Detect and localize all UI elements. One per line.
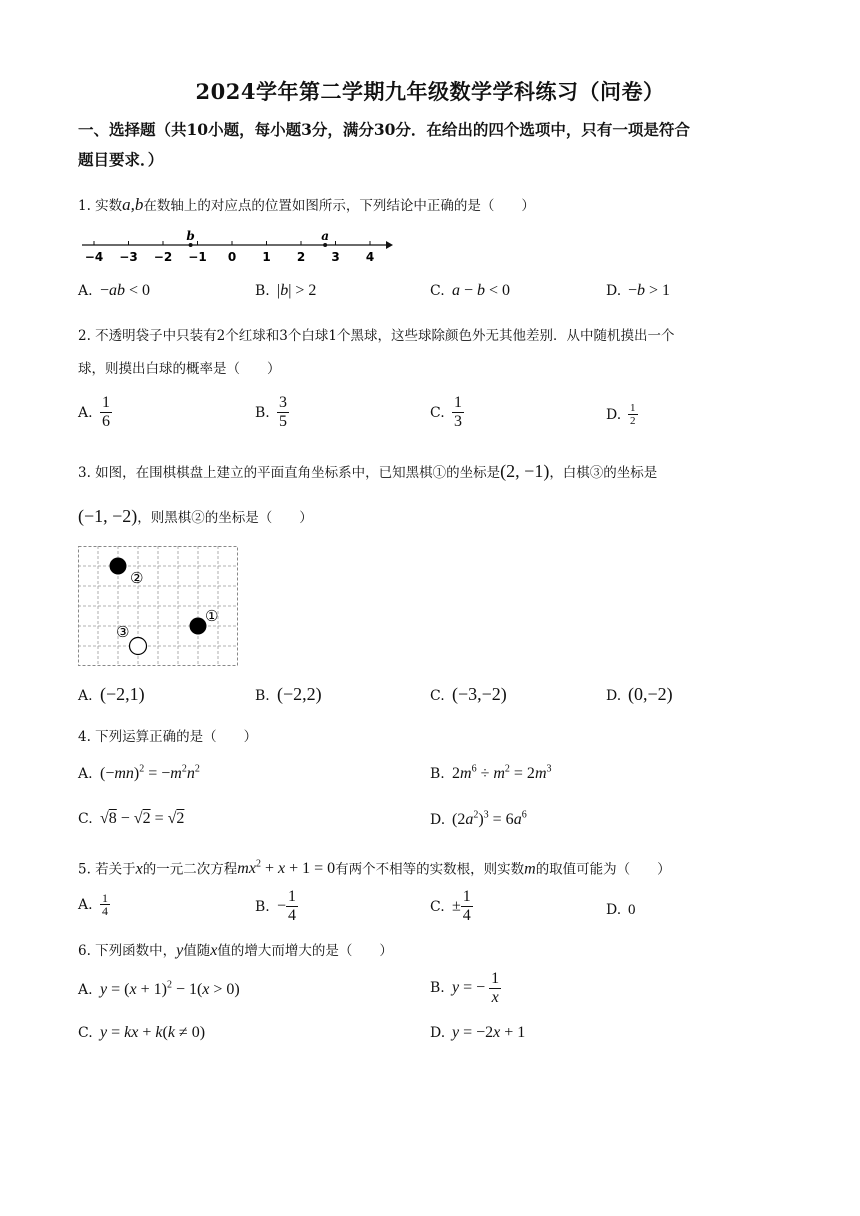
q2-line1: 2. 不透明袋子中只装有2个红球和3个白球1个黑球，这些球除颜色外无其他差别．从中随机摸出一个 xyxy=(78,328,675,344)
question-1 xyxy=(78,194,798,217)
stone-label-2: ② xyxy=(130,569,144,587)
q5-option-a[interactable]: A. $\frac{1}{4}$ xyxy=(78,891,108,918)
section-heading xyxy=(78,115,778,175)
q1-option-b[interactable]: B. |b| > 2 xyxy=(255,282,317,299)
q3-option-d[interactable]: D. (0,−2) xyxy=(606,684,673,704)
number-line-figure xyxy=(80,228,400,266)
q4-option-b[interactable]: B. $2m^6 \div m^2 = 2m^3$ xyxy=(430,764,552,783)
q2-option-d[interactable]: D. $\frac{1}{2}$ xyxy=(606,402,636,427)
go-board-figure xyxy=(78,546,240,668)
q5-option-b[interactable]: B. − $\frac{1}{4}$ xyxy=(255,888,297,924)
q1-vars: a,b xyxy=(122,195,144,214)
number-line-tick-label: 4 xyxy=(365,250,375,264)
q2-option-a[interactable]: A. $\frac{1}{6}$ xyxy=(78,394,110,430)
number-line-label-a: a xyxy=(321,229,330,243)
q6-option-c-expr: y = kx + k(k ≠ 0) xyxy=(100,1024,206,1041)
q4-option-c-expr: √8 − √2 = √2 xyxy=(100,810,185,827)
question-5: 5. 若关于x的一元二次方程$mx^2 + x + 1 = 0$有两个不相等的实数根，则实数m的取值可能为（ ） xyxy=(78,859,671,878)
q6-option-d[interactable]: D. y = −2x + 1 xyxy=(430,1024,526,1041)
section-heading-line2: 题目要求．） xyxy=(78,150,164,169)
q6-option-b-expr: y = − $\frac{1}{x}$ xyxy=(452,970,500,1006)
q1-option-a-expr: −ab < 0 xyxy=(100,282,151,299)
question-3-line1: 3. 如图，在围棋棋盘上建立的平面直角坐标系中，已知黑棋①的坐标是(2, −1)，白棋③的坐标是 xyxy=(78,461,658,481)
number-line-tick-label: 3 xyxy=(331,250,340,264)
q5-option-d[interactable]: D. 0 xyxy=(606,902,636,918)
q3-option-b[interactable]: B. (−2,2) xyxy=(255,684,322,704)
number-line-tick-label: 2 xyxy=(296,250,306,264)
number-line-tick-label: 1 xyxy=(262,250,271,264)
q6-option-b[interactable]: B. y = − $\frac{1}{x}$ xyxy=(430,970,500,1006)
number-line-point-b xyxy=(189,243,193,247)
question-3-line2: (−1, −2)，则黑棋②的坐标是（ ） xyxy=(78,506,313,526)
q1-option-d-expr: −b > 1 xyxy=(628,282,671,299)
q3-option-a[interactable]: A. (−2,1) xyxy=(78,684,145,704)
q4-option-b-expr: $2m^6 \div m^2 = 2m^3$ xyxy=(452,764,552,783)
q6-option-a[interactable]: A. $y = (x + 1)^2 - 1(x > 0)$ xyxy=(78,980,240,999)
coord-white3: (−1, −2) xyxy=(78,506,138,526)
black-stone-2 xyxy=(110,558,127,575)
number-line-arrow xyxy=(386,241,393,249)
question-6: 6. 下列函数中，y值随x值的增大而增大的是（ ） xyxy=(78,942,393,959)
stone-label-1: ① xyxy=(205,607,219,625)
q4-option-d-expr: $(2a^2)^3 = 6a^6$ xyxy=(452,810,527,829)
q1-option-c[interactable]: C. a − b < 0 xyxy=(430,282,511,299)
number-line-tick-label: −4 xyxy=(84,250,104,264)
q4-option-d[interactable]: D. $(2a^2)^3 = 6a^6$ xyxy=(430,810,527,829)
q4-option-c[interactable]: C. √8 − √2 = √2 xyxy=(78,810,185,827)
number-line-point-a xyxy=(323,243,327,247)
q2-option-b[interactable]: B. $\frac{3}{5}$ xyxy=(255,394,287,430)
coord-black1: (2, −1) xyxy=(500,461,550,481)
q1-option-d[interactable]: D. −b > 1 xyxy=(606,282,671,299)
q6-option-d-expr: y = −2x + 1 xyxy=(452,1024,526,1041)
white-stone-3 xyxy=(130,638,147,655)
q1-prefix: 1. 实数 xyxy=(78,198,123,214)
number-line-tick-label: −1 xyxy=(188,250,207,264)
q1-option-b-expr: |b| > 2 xyxy=(277,282,317,299)
q4-option-a[interactable]: A. $(-mn)^2 = -m^2n^2$ xyxy=(78,764,200,783)
number-line-label-b: b xyxy=(186,229,195,243)
question-2 xyxy=(78,320,798,386)
q5-equation: $mx^2 + x + 1 = 0$ xyxy=(237,859,336,878)
q2-option-c[interactable]: C. $\frac{1}{3}$ xyxy=(430,394,462,430)
q3-option-c[interactable]: C. (−3,−2) xyxy=(430,684,507,704)
q4-option-a-expr: $(-mn)^2 = -m^2n^2$ xyxy=(100,764,200,783)
q5-option-c[interactable]: C. ± $\frac{1}{4}$ xyxy=(430,888,471,924)
stone-label-3: ③ xyxy=(116,623,130,641)
q2-line2: 球，则摸出白球的概率是（ ） xyxy=(78,361,281,377)
q1-text: 在数轴上的对应点的位置如图所示，下列结论中正确的是（ ） xyxy=(143,198,535,214)
number-line-tick-label: −2 xyxy=(153,250,173,264)
number-line-tick-label: 0 xyxy=(227,250,237,264)
q1-option-c-expr: a − b < 0 xyxy=(452,282,511,299)
question-4: 4. 下列运算正确的是（ ） xyxy=(78,729,258,745)
q1-option-a[interactable]: A. −ab < 0 xyxy=(78,282,151,299)
black-stone-1 xyxy=(190,618,207,635)
number-line-tick-label: −3 xyxy=(119,250,138,264)
q6-option-a-expr: $y = (x + 1)^2 - 1(x > 0)$ xyxy=(100,980,240,999)
page-title: 2024学年第二学期九年级数学学科练习（问卷） xyxy=(195,79,665,104)
q6-option-c[interactable]: C. y = kx + k(k ≠ 0) xyxy=(78,1024,206,1041)
section-heading-line1: 一、选择题（共10小题，每小题3分，满分30分．在给出的四个选项中，只有一项是符合 xyxy=(78,120,690,139)
